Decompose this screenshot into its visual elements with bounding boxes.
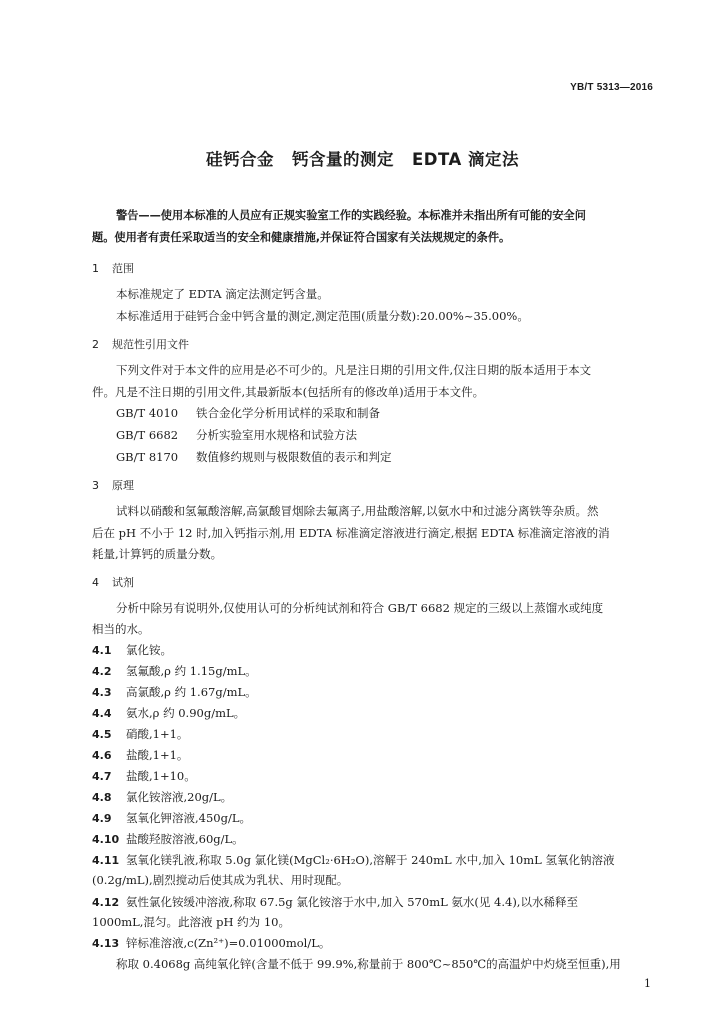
reagent-item-4-12-line-1: 4.12 氨性氯化铵缓冲溶液,称取 67.5g 氯化铵溶于水中,加入 570mL 氨水(见 4.4),以水稀释至	[92, 895, 578, 909]
principle-line-3: 耗量,计算钙的质量分数。	[92, 547, 223, 561]
principle-line-1: 试料以硝酸和氢氟酸溶解,高氯酸冒烟除去氟离子,用盐酸溶解,以氨水中和过滤分离铁等杂质。然	[116, 504, 599, 518]
reference-item: GB/T 4010 铁合金化学分析用试样的采取和制备	[116, 406, 380, 420]
references-para-2: 件。凡是不注日期的引用文件,其最新版本(包括所有的修改单)适用于本文件。	[92, 385, 485, 399]
reagent-item: 4.2 氢氟酸,ρ 约 1.15g/mL。	[92, 664, 257, 678]
section-heading-reagents: 4 试剂	[92, 576, 134, 589]
section-heading-references: 2 规范性引用文件	[92, 338, 189, 351]
reagent-item-4-13-line-1: 4.13 锌标准溶液,c(Zn²⁺)=0.01000mol/L。	[92, 936, 331, 950]
reagent-item-4-13-line-2: 称取 0.4068g 高纯氧化锌(含量不低于 99.9%,称量前于 800℃~850℃的高温炉中灼烧至恒重),用	[116, 957, 621, 971]
reagent-item: 4.4 氨水,ρ 约 0.90g/mL。	[92, 706, 246, 720]
scope-para-2: 本标准适用于硅钙合金中钙含量的测定,测定范围(质量分数):20.00%~35.00%。	[116, 309, 529, 323]
reagent-item: 4.9 氢氧化钾溶液,450g/L。	[92, 811, 251, 825]
reagent-item: 4.5 硝酸,1+1。	[92, 727, 189, 741]
warning-line-1: 警告——使用本标准的人员应有正规实验室工作的实践经验。本标准并未指出所有可能的安全问	[116, 209, 586, 222]
reagent-item: 4.1 氯化铵。	[92, 643, 172, 657]
title-part-2: 钙含量的测定	[292, 150, 395, 169]
reagent-item: 4.7 盐酸,1+10。	[92, 769, 196, 783]
standard-code: YB/T 5313—2016	[570, 82, 653, 93]
title-part-1: 硅钙合金	[206, 150, 275, 169]
scope-para-1: 本标准规定了 EDTA 滴定法测定钙含量。	[116, 287, 329, 301]
reagents-intro-2: 相当的水。	[92, 622, 150, 636]
page-number: 1	[644, 977, 651, 990]
reagent-item-4-11-line-1: 4.11 氢氧化镁乳液,称取 5.0g 氯化镁(MgCl₂·6H₂O),溶解于 240mL 水中,加入 10mL 氢氧化钠溶液	[92, 853, 615, 867]
reagent-item-4-12-line-2: 1000mL,混匀。此溶液 pH 约为 10。	[92, 915, 290, 929]
section-heading-scope: 1 范围	[92, 262, 134, 275]
reagent-item: 4.10 盐酸羟胺溶液,60g/L。	[92, 832, 244, 846]
page-title	[0, 146, 725, 170]
reagent-item: 4.8 氯化铵溶液,20g/L。	[92, 790, 233, 804]
principle-line-2: 后在 pH 不小于 12 时,加入钙指示剂,用 EDTA 标准滴定溶液进行滴定,根据 EDTA 标准滴定溶液的消	[92, 526, 610, 540]
reagent-item: 4.6 盐酸,1+1。	[92, 748, 189, 762]
reagent-item: 4.3 高氯酸,ρ 约 1.67g/mL。	[92, 685, 257, 699]
references-para-1: 下列文件对于本文件的应用是必不可少的。凡是注日期的引用文件,仅注日期的版本适用于本文	[116, 363, 592, 377]
reference-item: GB/T 6682 分析实验室用水规格和试验方法	[116, 428, 357, 442]
reagents-intro-1: 分析中除另有说明外,仅使用认可的分析纯试剂和符合 GB/T 6682 规定的三级以上蒸馏水或纯度	[116, 601, 604, 615]
title-part-3: EDTA 滴定法	[412, 150, 519, 169]
reference-item: GB/T 8170 数值修约规则与极限数值的表示和判定	[116, 450, 392, 464]
reagent-item-4-11-line-2: (0.2g/mL),剧烈搅动后使其成为乳状、用时现配。	[92, 873, 349, 887]
warning-line-2: 题。使用者有责任采取适当的安全和健康措施,并保证符合国家有关法规规定的条件。	[92, 231, 511, 244]
section-heading-principle: 3 原理	[92, 479, 134, 492]
